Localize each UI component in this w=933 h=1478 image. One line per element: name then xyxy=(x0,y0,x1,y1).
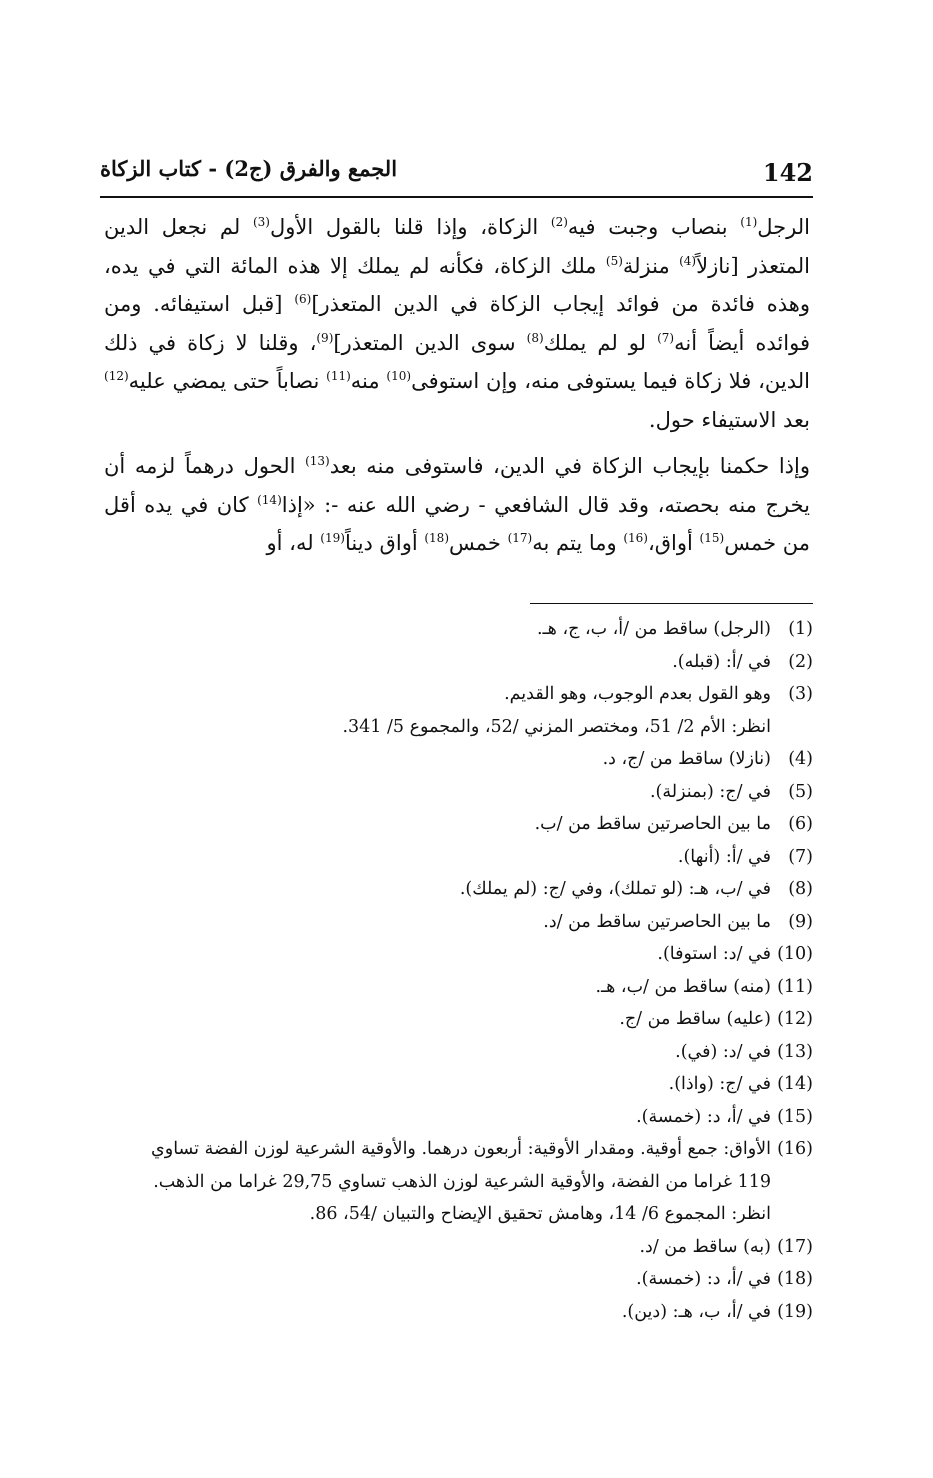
text-run: بعد الاستيفاء حول. xyxy=(648,407,810,432)
footnote-number: (3) xyxy=(788,684,813,704)
footnote-number: (11) xyxy=(777,976,813,997)
footnote-item xyxy=(120,1003,813,1036)
footnote-text xyxy=(120,743,771,776)
footnote-text xyxy=(120,1003,771,1036)
footnote-item xyxy=(120,1263,813,1296)
footnote-line: (الرجل) ساقط من /أ، ب، ج، هـ. xyxy=(536,619,771,639)
footnote-line: (نازلا) ساقط من /ج، د. xyxy=(602,749,771,769)
text-run: الحول درهماً لزمه أن يخرج منه بحصته، وقد قال الشافعي - رضي الله عنه -: «إذا xyxy=(104,454,810,517)
footnote-number: (4) xyxy=(788,749,813,769)
body-paragraph xyxy=(104,208,810,439)
footnote-line: ما بين الحاصرتين ساقط من /د. xyxy=(543,911,771,932)
footnote-number: (19) xyxy=(777,1301,813,1322)
footnote-text xyxy=(120,1036,771,1069)
footnote-item xyxy=(120,1036,813,1069)
text-run: [قبل استيفائه. ومن فوائده أيضاً أنه xyxy=(104,292,810,355)
footnote-text xyxy=(120,1101,771,1134)
footnote-line: انظر: المجموع 6/ 14، وهامش تحقيق الإيضاح والتبيان /54، 86. xyxy=(309,1204,771,1224)
footnote-item xyxy=(120,971,813,1004)
footnote-line: وهو القول بعدم الوجوب، وهو القديم. xyxy=(504,684,771,704)
footnote-line: انظر: الأم 2/ 51، ومختصر المزني /52، والمجموع 5/ 341. xyxy=(342,716,771,737)
footnote-marker: (4) xyxy=(679,253,697,268)
footnote-marker: (9) xyxy=(316,330,334,345)
main-text xyxy=(104,208,810,563)
footnote-number: (17) xyxy=(777,1236,813,1257)
footnote-number: (16) xyxy=(777,1139,813,1159)
footnote-text xyxy=(120,1133,771,1231)
footnote-number: (8) xyxy=(788,879,813,899)
footnote-item xyxy=(120,678,813,743)
footnote-marker: (5) xyxy=(605,253,623,268)
footnote-number: (9) xyxy=(788,911,813,932)
page-header xyxy=(100,152,813,198)
footnote-number: (15) xyxy=(777,1106,813,1127)
footnote-line: في /د: (في). xyxy=(675,1041,771,1062)
footnote-line: (منه) ساقط من /ب، هـ. xyxy=(595,976,771,997)
footnote-number: (7) xyxy=(788,846,813,867)
text-run: الزكاة، وإذا قلنا بالقول الأول xyxy=(269,215,551,239)
footnote-text xyxy=(120,808,771,841)
footnote-number: (2) xyxy=(788,651,813,672)
footnote-line: في /ج: (بمنزلة). xyxy=(649,781,771,802)
text-run: أواق، xyxy=(647,531,700,555)
text-run: منزلة xyxy=(622,253,680,278)
footnote-line: في /أ، د: (خمسة). xyxy=(636,1106,771,1127)
footnote-number: (12) xyxy=(777,1009,813,1029)
footnote-marker: (10) xyxy=(386,369,412,383)
footnote-marker: (11) xyxy=(326,369,351,383)
footnote-item xyxy=(120,743,813,776)
footnote-marker: (18) xyxy=(424,531,449,545)
footnote-number: (10) xyxy=(777,944,813,964)
footnote-line: (به) ساقط من /د. xyxy=(639,1236,771,1257)
footnote-marker: (19) xyxy=(320,531,345,545)
footnote-text xyxy=(120,1296,771,1329)
footnote-text xyxy=(120,873,771,906)
footnote-line: 119 غراما من الفضة، والأوقية الشرعية لوزن الذهب تساوي 29,75 غراما من الذهب. xyxy=(153,1171,771,1192)
footnote-marker: (13) xyxy=(305,454,330,468)
text-run: وما يتم به xyxy=(532,531,624,555)
footnote-item xyxy=(120,1068,813,1101)
text-run: وإذا حكمنا بإيجاب الزكاة في الدين، فاستوفى منه بعد xyxy=(329,454,810,478)
footnote-line: ما بين الحاصرتين ساقط من /ب. xyxy=(534,814,771,834)
footnote-line: (عليه) ساقط من /ج. xyxy=(619,1009,771,1029)
text-run: لو لم يملك xyxy=(543,330,658,355)
footnote-text xyxy=(120,938,771,971)
footnote-divider xyxy=(530,603,813,604)
text-run: خمس xyxy=(449,531,508,555)
footnote-item xyxy=(120,938,813,971)
footnote-item xyxy=(120,646,813,679)
footnote-line: الأواق: جمع أوقية. ومقدار الأوقية: أربعون درهما. والأوقية الشرعية لوزن الفضة تساوي xyxy=(151,1139,771,1159)
footnote-text xyxy=(120,776,771,809)
text-run: له، أو xyxy=(266,531,321,555)
footnote-marker: (17) xyxy=(507,531,533,545)
running-title: الجمع والفرق (ج2) - كتاب الزكاة xyxy=(100,156,398,181)
footnote-text xyxy=(120,841,771,874)
footnote-line: في /أ، ب، هـ: (دين). xyxy=(621,1301,771,1322)
footnote-item xyxy=(120,841,813,874)
footnote-text xyxy=(120,1231,771,1264)
footnote-text xyxy=(120,646,771,679)
text-run: منه xyxy=(350,369,387,393)
footnote-text xyxy=(120,1263,771,1296)
footnote-text xyxy=(120,971,771,1004)
footnote-marker: (8) xyxy=(526,330,544,345)
footnote-line: في /ب، هـ: (لو تملك)، وفي /ج: (لم يملك). xyxy=(459,879,771,899)
footnote-number: (13) xyxy=(777,1041,813,1062)
footnote-text xyxy=(120,678,771,743)
text-run: نصاباً حتى يمضي عليه xyxy=(128,369,327,393)
footnote-line: في /ج: (واذا). xyxy=(668,1074,771,1094)
footnote-line: في /أ: (قبله). xyxy=(672,651,771,672)
footnote-number: (6) xyxy=(788,814,813,834)
footnote-item xyxy=(120,1101,813,1134)
text-run: لم نجعل الدين المتعذر [نازلاً xyxy=(104,215,810,278)
footnote-item xyxy=(120,776,813,809)
footnote-text xyxy=(120,906,771,939)
footnote-item xyxy=(120,873,813,906)
text-run: كان في يده أقل من خمس xyxy=(104,492,810,555)
footnote-text xyxy=(120,613,771,646)
footnote-text xyxy=(120,1068,771,1101)
footnote-marker: (12) xyxy=(104,369,129,383)
footnote-number: (1) xyxy=(788,619,813,639)
footnote-marker: (6) xyxy=(294,292,312,306)
body-paragraph xyxy=(104,447,810,563)
footnote-item xyxy=(120,1133,813,1231)
footnote-number: (14) xyxy=(777,1074,813,1094)
text-run: سوى الدين المتعذر] xyxy=(333,330,527,355)
footnote-line: في /أ، د: (خمسة). xyxy=(636,1269,771,1289)
footnote-item xyxy=(120,1296,813,1329)
page-number: 142 xyxy=(762,158,813,187)
footnote-item xyxy=(120,906,813,939)
footnote-line: في /أ: (أنها). xyxy=(677,846,771,867)
footnote-number: (18) xyxy=(777,1269,813,1289)
footnote-item xyxy=(120,808,813,841)
text-run: الرجل xyxy=(757,215,810,239)
footnotes xyxy=(120,613,813,1328)
text-run: ، وقلنا لا زكاة في ذلك الدين، فلا زكاة فيما يستوفى منه، وإن استوفى xyxy=(104,330,810,393)
footnote-item xyxy=(120,1231,813,1264)
text-run: أواق ديناً xyxy=(344,531,425,555)
footnote-line: في /د: استوفا). xyxy=(657,944,771,964)
footnote-marker: (2) xyxy=(550,215,568,229)
footnote-item xyxy=(120,613,813,646)
footnote-marker: (7) xyxy=(657,330,675,345)
footnote-marker: (14) xyxy=(257,492,282,507)
footnote-marker: (15) xyxy=(699,531,725,545)
footnote-marker: (16) xyxy=(623,531,648,545)
footnote-marker: (3) xyxy=(252,215,270,229)
text-run: ملك الزكاة، فكأنه لم يملك إلا هذه المائة التي في يده، وهذه فائدة من فوائد إيجاب الزكاة في الدين المتعذر] xyxy=(104,253,810,316)
footnote-marker: (1) xyxy=(740,215,758,229)
footnote-number: (5) xyxy=(788,781,813,802)
text-run: بنصاب وجبت فيه xyxy=(567,215,741,239)
